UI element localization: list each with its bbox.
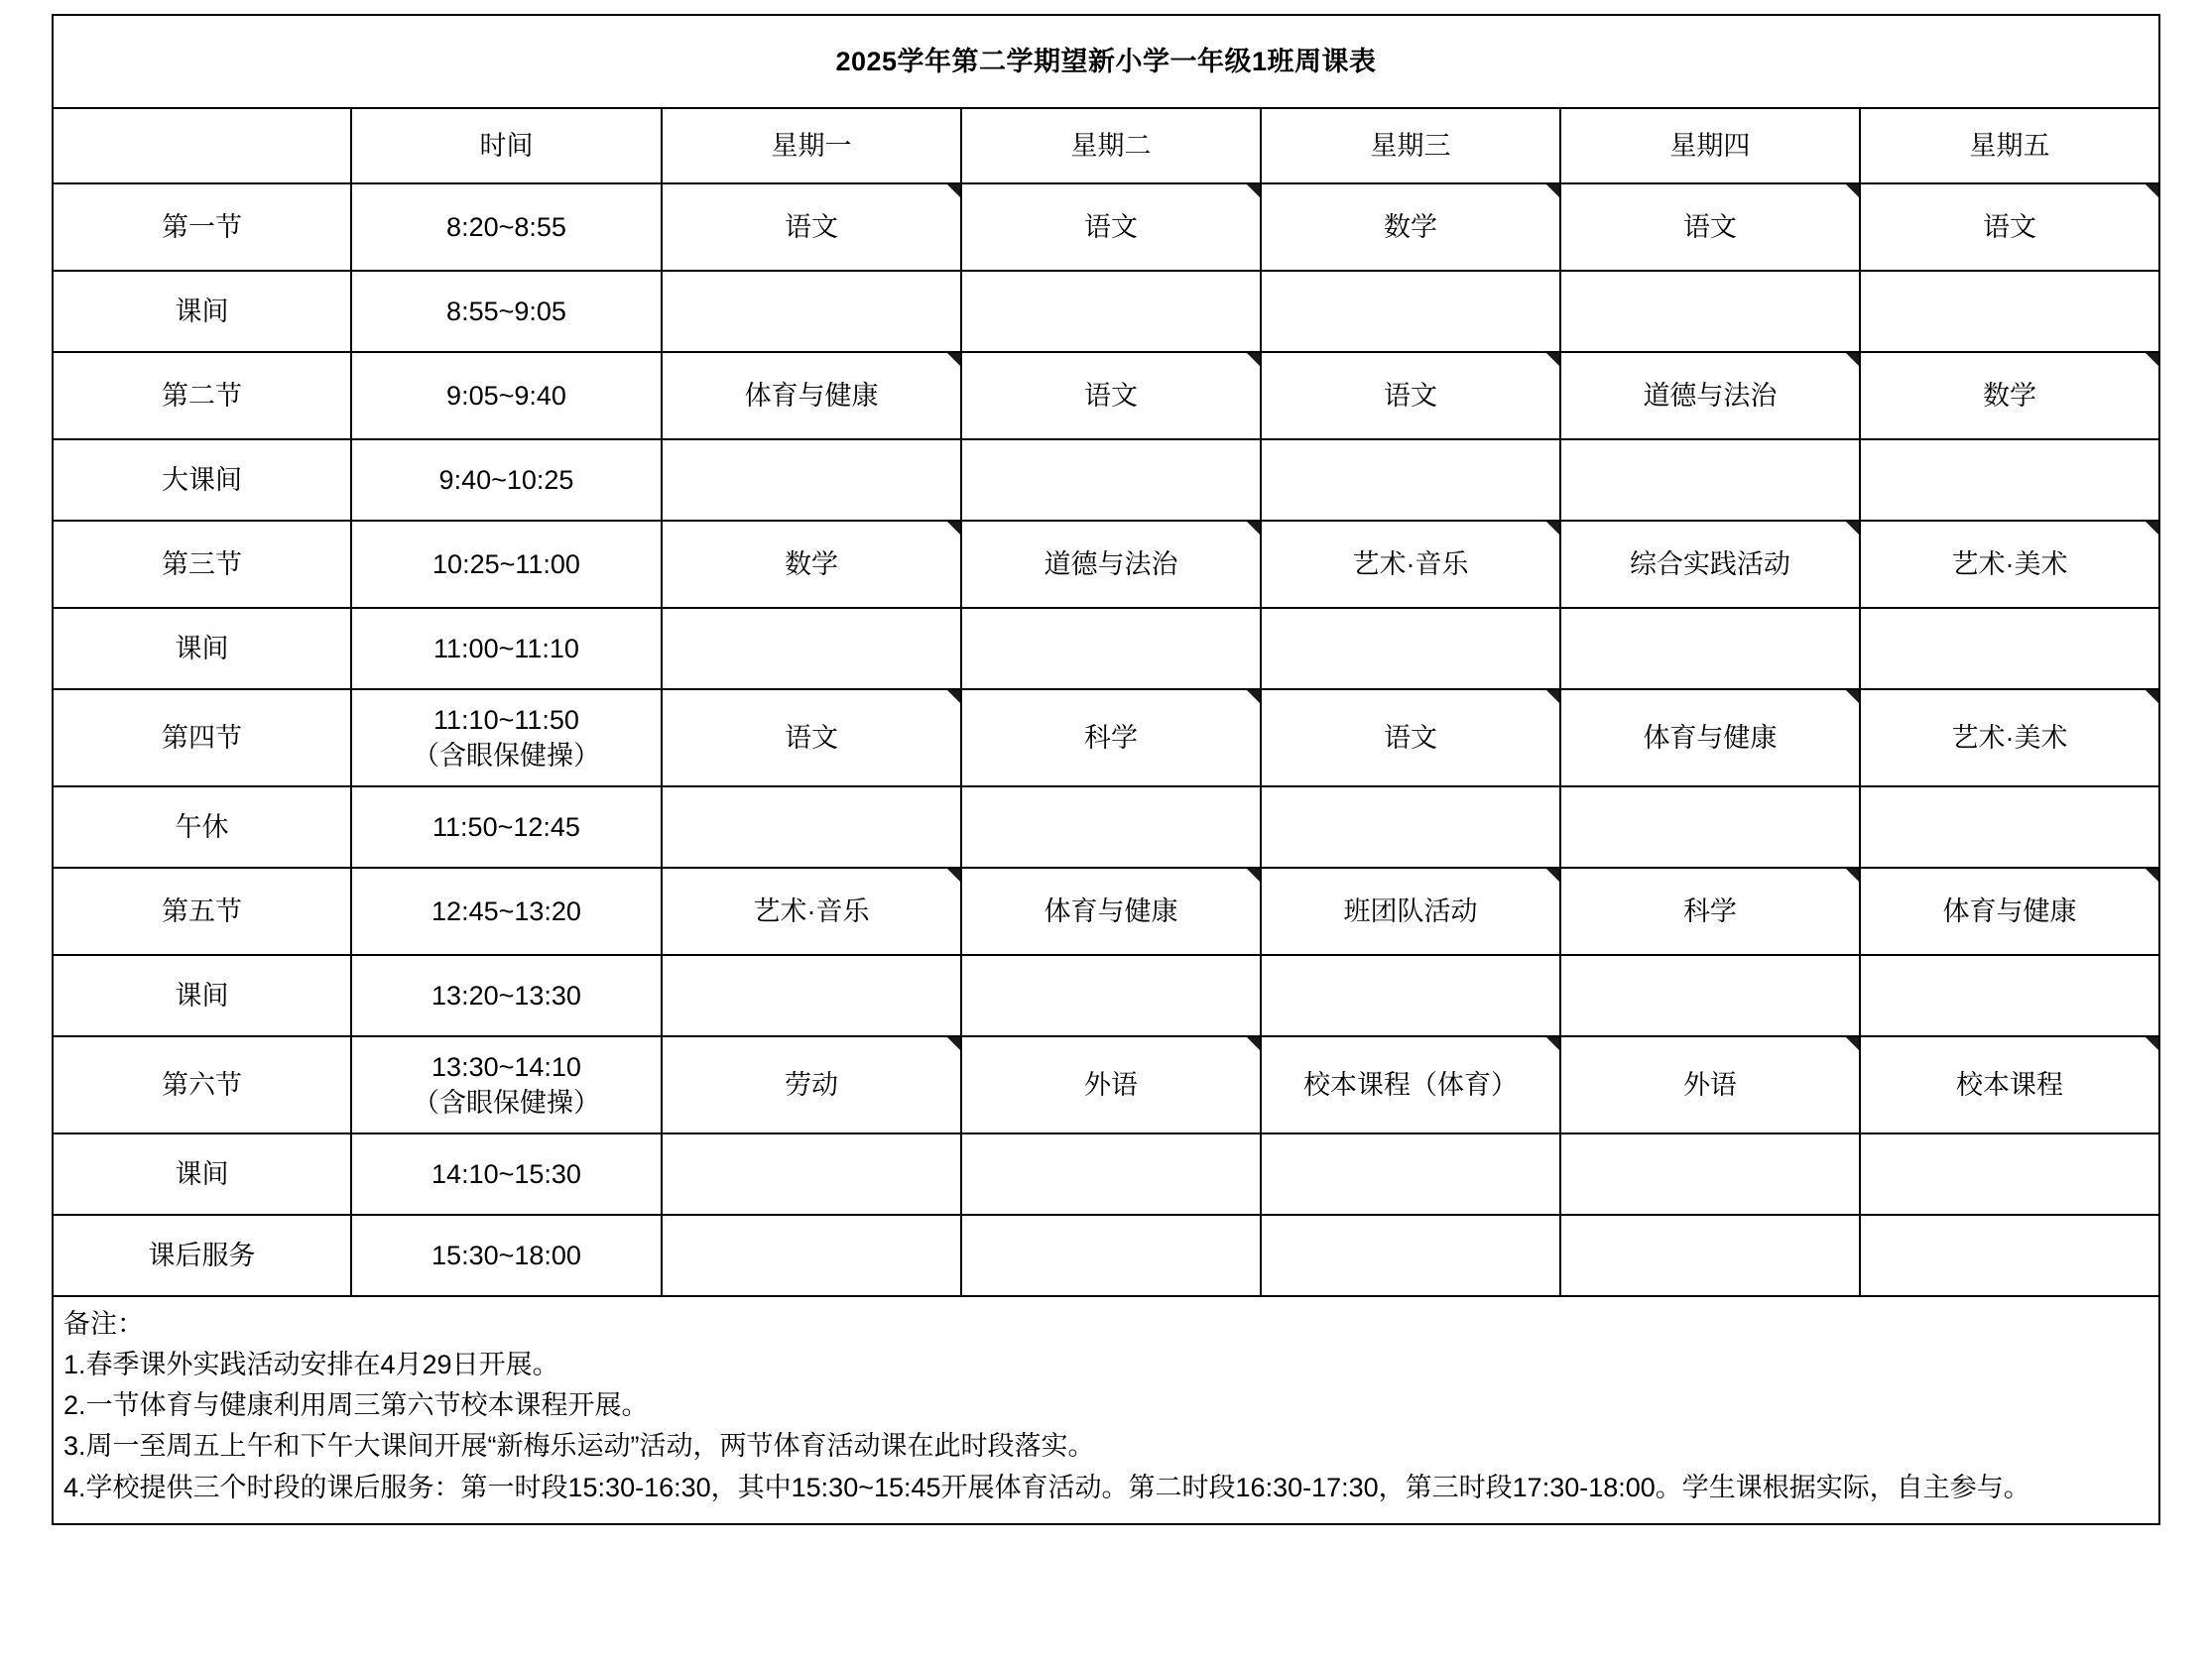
subject-label: 道德与法治 <box>1643 380 1778 411</box>
table-row <box>53 439 2159 521</box>
subject-label: 语文 <box>784 722 838 753</box>
empty-cell <box>662 608 961 689</box>
subject-cell <box>662 689 961 786</box>
cell-corner-marker-icon <box>2146 690 2158 703</box>
cell-corner-marker-icon <box>1846 184 1859 197</box>
subject-cell <box>1860 868 2159 955</box>
cell-corner-marker-icon <box>2146 184 2158 197</box>
empty-cell <box>1261 439 1560 521</box>
subject-cell <box>1261 689 1560 786</box>
subject-label: 数学 <box>1982 380 2036 411</box>
subject-label: 语文 <box>1682 211 1737 242</box>
empty-cell <box>1560 786 1860 868</box>
empty-cell <box>1560 439 1860 521</box>
table-row <box>53 868 2159 955</box>
subject-cell <box>1560 689 1860 786</box>
note-line: 2.一节体育与健康利用周三第六节校本课程开展。 <box>63 1390 649 1421</box>
time-label: 12:45~13:20 <box>351 868 662 955</box>
empty-cell <box>961 786 1261 868</box>
cell-corner-marker-icon <box>1247 184 1260 197</box>
subject-label: 道德与法治 <box>1044 548 1178 579</box>
empty-cell <box>1261 271 1560 352</box>
subject-label: 班团队活动 <box>1343 895 1478 926</box>
period-label: 课间 <box>53 1133 351 1215</box>
empty-cell <box>1261 1215 1560 1296</box>
empty-cell <box>662 1215 961 1296</box>
time-note: （含眼保健操） <box>412 1088 600 1118</box>
subject-cell <box>961 183 1261 271</box>
cell-corner-marker-icon <box>947 1037 960 1050</box>
subject-label: 科学 <box>1083 722 1138 753</box>
empty-cell <box>1860 1215 2159 1296</box>
subject-label: 校本课程（体育） <box>1302 1069 1518 1100</box>
cell-corner-marker-icon <box>1846 869 1859 882</box>
time-label: 15:30~18:00 <box>351 1215 662 1296</box>
empty-cell <box>961 1133 1261 1215</box>
subject-label: 体育与健康 <box>1044 895 1178 926</box>
subject-label: 艺术·音乐 <box>1352 548 1469 579</box>
subject-label: 语文 <box>1083 380 1138 411</box>
empty-cell <box>961 608 1261 689</box>
subject-cell <box>1560 1036 1860 1133</box>
subject-label: 数学 <box>784 548 838 579</box>
period-label: 课间 <box>53 955 351 1036</box>
time-label: 9:40~10:25 <box>351 439 662 521</box>
empty-cell <box>662 439 961 521</box>
period-label: 午休 <box>53 786 351 868</box>
subject-cell <box>662 521 961 608</box>
subject-cell <box>662 868 961 955</box>
subject-label: 体育与健康 <box>1643 722 1778 753</box>
time-range: 11:10~11:50 <box>433 704 579 735</box>
time-label: 10:25~11:00 <box>351 521 662 608</box>
notes-title: 备注： <box>63 1309 144 1339</box>
table-row <box>53 1036 2159 1133</box>
time-label: 14:10~15:30 <box>351 1133 662 1215</box>
time-label: 13:20~13:30 <box>351 955 662 1036</box>
subject-label: 外语 <box>1083 1069 1138 1100</box>
subject-cell <box>961 521 1261 608</box>
period-label: 第五节 <box>53 868 351 955</box>
time-label <box>351 689 662 786</box>
cell-corner-marker-icon <box>1247 1037 1260 1050</box>
period-label: 第一节 <box>53 183 351 271</box>
empty-cell <box>1261 1133 1560 1215</box>
period-label: 第二节 <box>53 352 351 439</box>
cell-corner-marker-icon <box>2146 522 2158 535</box>
subject-label: 艺术·美术 <box>1951 722 2068 753</box>
column-header: 星期三 <box>1261 108 1560 183</box>
cell-corner-marker-icon <box>1546 353 1559 366</box>
subject-cell <box>1560 183 1860 271</box>
cell-corner-marker-icon <box>1846 690 1859 703</box>
time-label <box>351 1036 662 1133</box>
subject-label: 语文 <box>1982 211 2036 242</box>
period-label: 课间 <box>53 271 351 352</box>
note-line: 3.周一至周五上午和下午大课间开展“新梅乐运动”活动，两节体育活动课在此时段落实。 <box>63 1431 1095 1462</box>
time-label: 11:00~11:10 <box>351 608 662 689</box>
table-row <box>53 352 2159 439</box>
time-label: 9:05~9:40 <box>351 352 662 439</box>
subject-cell <box>961 352 1261 439</box>
empty-cell <box>662 786 961 868</box>
subject-cell <box>1860 1036 2159 1133</box>
subject-label: 艺术·美术 <box>1951 548 2068 579</box>
empty-cell <box>1560 1215 1860 1296</box>
subject-label: 校本课程 <box>1955 1069 2063 1100</box>
subject-label: 劳动 <box>784 1069 838 1100</box>
cell-corner-marker-icon <box>947 184 960 197</box>
empty-cell <box>1560 1133 1860 1215</box>
cell-corner-marker-icon <box>947 690 960 703</box>
subject-cell <box>1261 183 1560 271</box>
time-label: 8:55~9:05 <box>351 271 662 352</box>
cell-corner-marker-icon <box>1247 690 1260 703</box>
subject-label: 语文 <box>784 211 838 242</box>
period-label: 大课间 <box>53 439 351 521</box>
period-label: 第六节 <box>53 1036 351 1133</box>
period-label: 第三节 <box>53 521 351 608</box>
cell-corner-marker-icon <box>1546 690 1559 703</box>
time-note: （含眼保健操） <box>412 741 600 771</box>
empty-cell <box>1560 955 1860 1036</box>
cell-corner-marker-icon <box>947 522 960 535</box>
subject-cell <box>662 183 961 271</box>
empty-cell <box>1261 955 1560 1036</box>
subject-cell <box>1261 521 1560 608</box>
subject-label: 数学 <box>1383 211 1437 242</box>
cell-corner-marker-icon <box>1546 522 1559 535</box>
empty-cell <box>961 271 1261 352</box>
column-header: 星期二 <box>961 108 1261 183</box>
empty-cell <box>1860 1133 2159 1215</box>
subject-cell <box>1261 1036 1560 1133</box>
subject-cell <box>1860 521 2159 608</box>
subject-cell <box>961 689 1261 786</box>
subject-label: 艺术·音乐 <box>753 895 870 926</box>
subject-cell <box>1560 868 1860 955</box>
cell-corner-marker-icon <box>1846 1037 1859 1050</box>
empty-cell <box>961 439 1261 521</box>
table-row <box>53 521 2159 608</box>
note-line: 1.春季课外实践活动安排在4月29日开展。 <box>63 1350 559 1380</box>
column-header: 时间 <box>351 108 662 183</box>
title-row <box>53 15 2159 108</box>
subject-cell <box>1261 868 1560 955</box>
empty-cell <box>662 271 961 352</box>
subject-cell <box>1261 352 1560 439</box>
cell-corner-marker-icon <box>1247 353 1260 366</box>
time-label: 11:50~12:45 <box>351 786 662 868</box>
cell-corner-marker-icon <box>1247 522 1260 535</box>
subject-label: 体育与健康 <box>744 380 879 411</box>
cell-corner-marker-icon <box>947 353 960 366</box>
subject-cell <box>1860 183 2159 271</box>
subject-label: 语文 <box>1383 722 1437 753</box>
subject-label: 科学 <box>1682 895 1737 926</box>
table-row <box>53 183 2159 271</box>
subject-label: 外语 <box>1682 1069 1737 1100</box>
empty-cell <box>1860 271 2159 352</box>
empty-cell <box>1261 786 1560 868</box>
subject-cell <box>662 352 961 439</box>
column-header: 星期一 <box>662 108 961 183</box>
empty-cell <box>1560 608 1860 689</box>
empty-cell <box>1261 608 1560 689</box>
cell-corner-marker-icon <box>2146 869 2158 882</box>
period-label: 第四节 <box>53 689 351 786</box>
weekly-schedule-table <box>52 14 2160 1297</box>
period-label: 课后服务 <box>53 1215 351 1296</box>
empty-cell <box>662 955 961 1036</box>
time-label: 8:20~8:55 <box>351 183 662 271</box>
subject-cell <box>1860 352 2159 439</box>
page-title: 2025学年第二学期望新小学一年级1班周课表 <box>53 15 2159 108</box>
time-range: 13:30~14:10 <box>431 1051 581 1082</box>
subject-cell <box>1560 521 1860 608</box>
subject-cell <box>1560 352 1860 439</box>
subject-cell <box>662 1036 961 1133</box>
table-row <box>53 1133 2159 1215</box>
table-row <box>53 271 2159 352</box>
notes-section <box>52 1297 2160 1525</box>
cell-corner-marker-icon <box>1546 184 1559 197</box>
empty-cell <box>961 955 1261 1036</box>
column-header: 星期五 <box>1860 108 2159 183</box>
header-corner-cell <box>53 108 351 183</box>
cell-corner-marker-icon <box>1846 353 1859 366</box>
subject-cell <box>961 1036 1261 1133</box>
column-header: 星期四 <box>1560 108 1860 183</box>
subject-cell <box>1860 689 2159 786</box>
cell-corner-marker-icon <box>947 869 960 882</box>
note-line: 4.学校提供三个时段的课后服务：第一时段15:30-16:30，其中15:30~15:45开展体育活动。第二时段16:30-17:30，第三时段17:30-18:00。学生课根据实际，自主参与。 <box>63 1472 2030 1502</box>
subject-label: 体育与健康 <box>1942 895 2077 926</box>
subject-cell <box>961 868 1261 955</box>
cell-corner-marker-icon <box>1247 869 1260 882</box>
subject-label: 综合实践活动 <box>1629 548 1790 579</box>
empty-cell <box>662 1133 961 1215</box>
table-row <box>53 608 2159 689</box>
empty-cell <box>1860 955 2159 1036</box>
table-row <box>53 689 2159 786</box>
period-label: 课间 <box>53 608 351 689</box>
empty-cell <box>961 1215 1261 1296</box>
cell-corner-marker-icon <box>1846 522 1859 535</box>
table-header-row <box>53 108 2159 183</box>
subject-label: 语文 <box>1383 380 1437 411</box>
empty-cell <box>1860 608 2159 689</box>
empty-cell <box>1860 439 2159 521</box>
cell-corner-marker-icon <box>1546 869 1559 882</box>
table-row <box>53 786 2159 868</box>
cell-corner-marker-icon <box>1546 1037 1559 1050</box>
cell-corner-marker-icon <box>2146 353 2158 366</box>
empty-cell <box>1560 271 1860 352</box>
empty-cell <box>1860 786 2159 868</box>
table-row <box>53 955 2159 1036</box>
table-row <box>53 1215 2159 1296</box>
cell-corner-marker-icon <box>2146 1037 2158 1050</box>
subject-label: 语文 <box>1083 211 1138 242</box>
